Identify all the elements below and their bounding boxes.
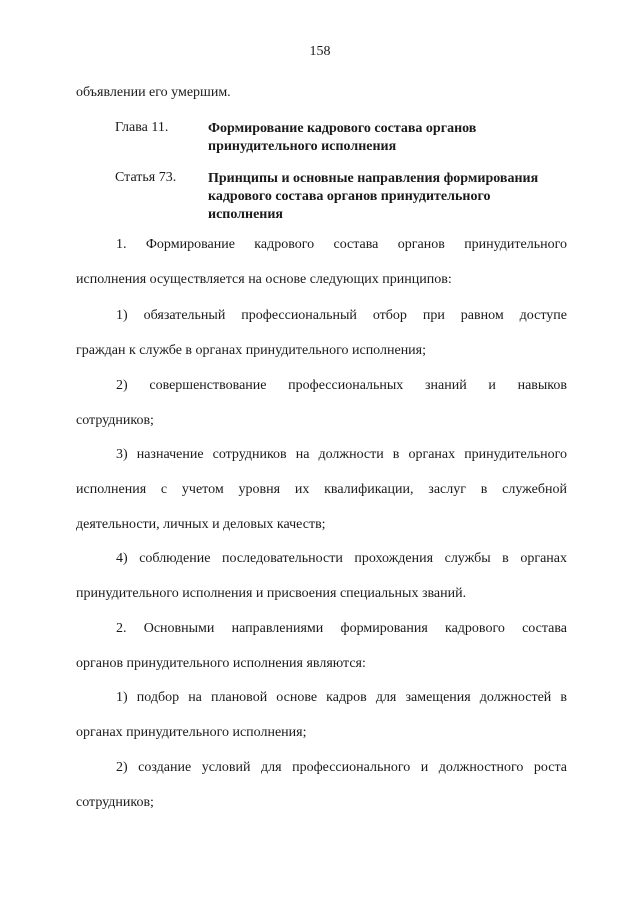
- chapter-title-line: Формирование кадрового состава органов: [208, 121, 477, 136]
- body-line: органов принудительного исполнения являются:: [76, 656, 366, 671]
- body-line: деятельности, личных и деловых качеств;: [76, 517, 326, 532]
- article-label: Статья 73.: [115, 170, 177, 185]
- body-line: сотрудников;: [76, 795, 154, 810]
- body-line: 1. Формирование кадрового состава органов принудительного: [116, 237, 567, 252]
- page-number: 158: [309, 44, 331, 59]
- body-line: 1) подбор на плановой основе кадров для замещения должностей в: [116, 690, 567, 705]
- body-line: 2. Основными направлениями формирования кадрового состава: [116, 621, 567, 636]
- chapter-title-line: принудительного исполнения: [208, 139, 397, 154]
- chapter-label: Глава 11.: [115, 120, 169, 135]
- article-title-line: Принципы и основные направления формирования: [208, 171, 539, 186]
- article-title: [208, 170, 588, 224]
- body-line: 1) обязательный профессиональный отбор при равном доступе: [116, 308, 567, 323]
- body-line: 3) назначение сотрудников на должности в органах принудительного: [116, 447, 567, 462]
- body-line: 2) создание условий для профессионального и должностного роста: [116, 760, 567, 775]
- chapter-title: [208, 120, 588, 156]
- article-title-line: исполнения: [208, 207, 284, 222]
- body-line: исполнения с учетом уровня их квалификации, заслуг в служебной: [76, 482, 567, 497]
- article-title-line: кадрового состава органов принудительного: [208, 189, 491, 204]
- lead-fragment: объявлении его умершим.: [76, 85, 231, 100]
- body-line: сотрудников;: [76, 413, 154, 428]
- body-line: 4) соблюдение последовательности прохождения службы в органах: [116, 551, 567, 566]
- body-line: органах принудительного исполнения;: [76, 725, 307, 740]
- body-line: граждан к службе в органах принудительного исполнения;: [76, 343, 427, 358]
- body-line: исполнения осуществляется на основе следующих принципов:: [76, 272, 452, 287]
- body-line: 2) совершенствование профессиональных знаний и навыков: [116, 378, 567, 393]
- body-line: принудительного исполнения и присвоения специальных званий.: [76, 586, 467, 601]
